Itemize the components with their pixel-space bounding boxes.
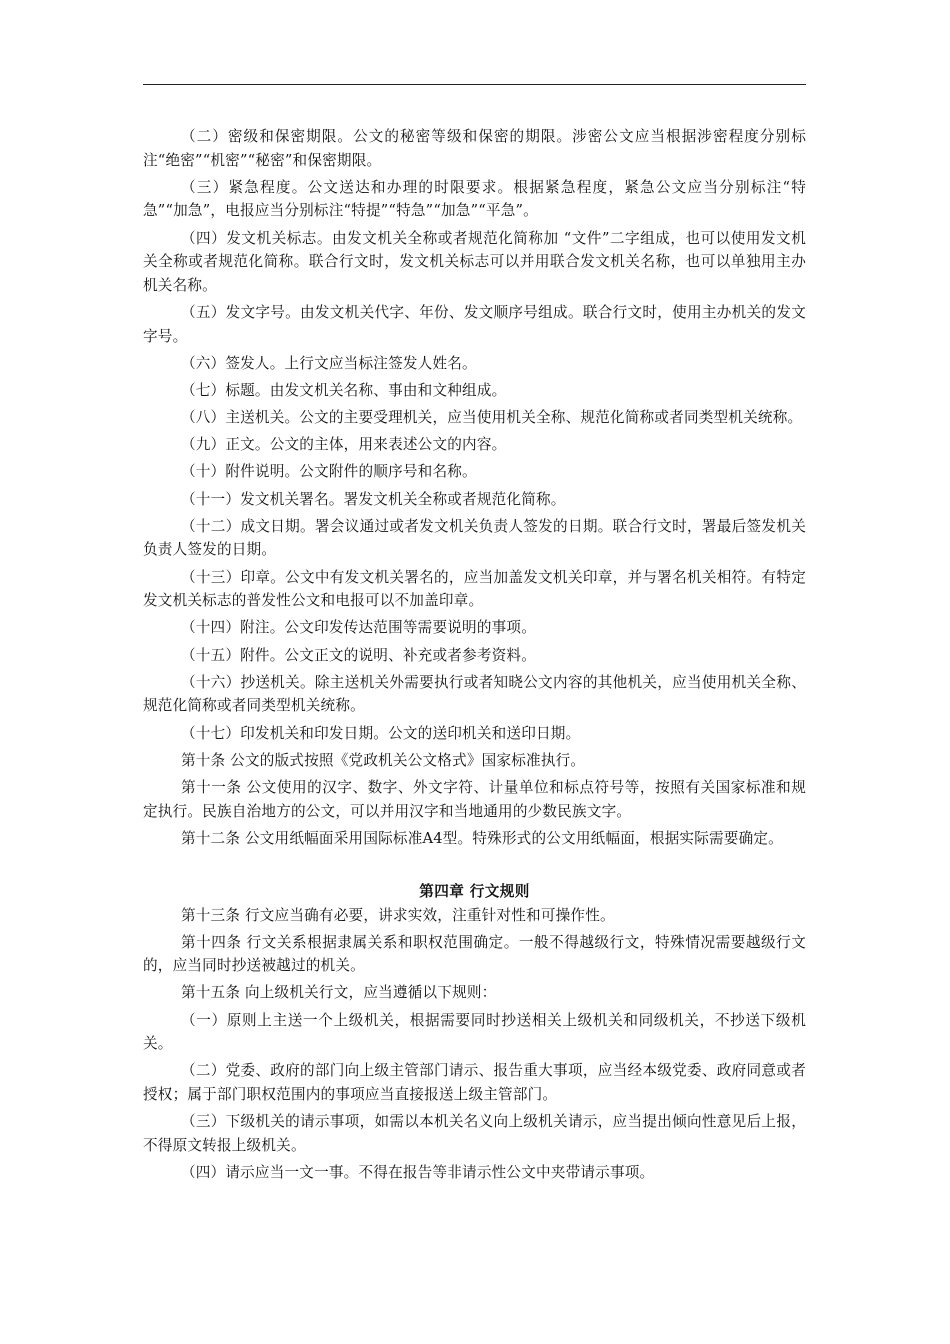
paragraph: （四）请示应当一文一事。不得在报告等非请示性公文中夹带请示事项。: [180, 1164, 655, 1181]
document-body: [143, 125, 806, 1188]
paragraph: 第十二条 公文用纸幅面采用国际标准A4型。特殊形式的公文用纸幅面，根据实际需要确定。: [180, 829, 783, 847]
paragraph: （二）党委、政府的部门向上级主管部门请示、报告重大事项，应当经本级党委、政府同意或者授权；属于部门职权范围内的事项应当直接报送上级主管部门。: [143, 1062, 806, 1104]
paragraph: （十二）成文日期。署会议通过或者发文机关负责人签发的日期。联合行文时，署最后签发机关负责人签发的日期。: [143, 517, 806, 559]
paragraph: 第十一条 公文使用的汉字、数字、外文字符、计量单位和标点符号等，按照有关国家标准和规定执行。民族自治地方的公文，可以并用汉字和当地通用的少数民族文字。: [143, 778, 806, 820]
paragraph: （十）附件说明。公文附件的顺序号和名称。: [180, 463, 477, 481]
paragraph: 第十三条 行文应当确有必要，讲求实效，注重针对性和可操作性。: [180, 906, 615, 924]
paragraph: （二）密级和保密期限。公文的秘密等级和保密的期限。涉密公文应当根据涉密程度分别标注“绝密”“机密”“秘密”和保密期限。: [143, 128, 806, 169]
paragraph: （三）紧急程度。公文送达和办理的时限要求。根据紧急程度，紧急公文应当分别标注“特急”“加急”，电报应当分别标注“特提”“特急”“加急”“平急”。: [143, 178, 806, 220]
paragraph: （三）下级机关的请示事项，如需以本机关名义向上级机关请示，应当提出倾向性意见后上报，不得原文转报上级机关。: [143, 1113, 806, 1154]
chapter-spacer: [143, 854, 806, 880]
paragraph: （十四）附注。公文印发传达范围等需要说明的事项。: [180, 619, 537, 637]
paragraph: （十七）印发机关和印发日期。公文的送印机关和送印日期。: [180, 724, 581, 742]
paragraph: 第十五条 向上级机关行文，应当遵循以下规则：: [180, 984, 497, 1002]
paragraph: （十一）发文机关署名。署发文机关全称或者规范化简称。: [180, 490, 566, 508]
paragraph: （五）发文字号。由发文机关代字、年份、发文顺序号组成。联合行文时，使用主办机关的发文字号。: [143, 303, 806, 345]
paragraph: 第十条 公文的版式按照《党政机关公文格式》国家标准执行。: [180, 751, 586, 769]
chapter-title: 第四章 行文规则: [419, 882, 530, 900]
header-rule: [143, 84, 806, 85]
paragraph: （九）正文。公文的主体，用来表述公文的内容。: [180, 436, 507, 454]
paragraph: （八）主送机关。公文的主要受理机关，应当使用机关全称、规范化简称或者同类型机关统称。: [180, 409, 803, 427]
paragraph: （六）签发人。上行文应当标注签发人姓名。: [180, 354, 477, 372]
paragraph: （十三）印章。公文中有发文机关署名的，应当加盖发文机关印章，并与署名机关相符。有特定发文机关标志的普发性公文和电报可以不加盖印章。: [143, 568, 806, 610]
paragraph: （十五）附件。公文正文的说明、补充或者参考资料。: [180, 646, 537, 664]
paragraph: （十六）抄送机关。除主送机关外需要执行或者知晓公文内容的其他机关，应当使用机关全称、规范化简称或者同类型机关统称。: [143, 673, 806, 715]
paragraph: （一）原则上主送一个上级机关，根据需要同时抄送相关上级机关和同级机关，不抄送下级机关。: [143, 1011, 806, 1053]
paragraph: 第十四条 行文关系根据隶属关系和职权范围确定。一般不得越级行文，特殊情况需要越级行文的，应当同时抄送被越过的机关。: [143, 933, 806, 975]
paragraph: （七）标题。由发文机关名称、事由和文种组成。: [180, 381, 507, 399]
paragraph: （四）发文机关标志。由发文机关全称或者规范化简称加 “文件”二字组成，也可以使用发文机关全称或者规范化简称。联合行文时，发文机关标志可以并用联合发文机关名称，也可以单独用主办机关名称。: [143, 229, 806, 294]
